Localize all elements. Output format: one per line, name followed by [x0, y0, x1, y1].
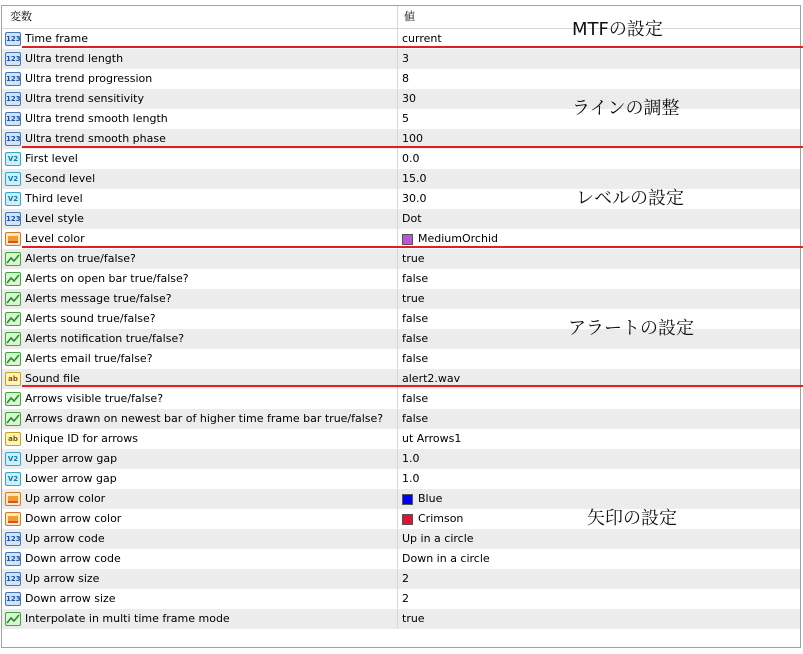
annotation-mtf: MTFの設定 [572, 19, 663, 40]
parameter-value: true [402, 252, 425, 265]
parameter-value: 2 [402, 592, 409, 605]
integer-icon: 123 [5, 212, 21, 226]
table-row[interactable] [2, 349, 800, 369]
parameter-name-cell [2, 429, 398, 449]
parameter-value: alert2.wav [402, 372, 461, 385]
parameter-value-cell[interactable] [398, 49, 800, 69]
parameter-value: false [402, 272, 429, 285]
double-icon: V2 [5, 452, 21, 466]
annotation-line: ラインの調整 [572, 98, 680, 119]
parameter-name: Time frame [25, 32, 89, 45]
table-row[interactable] [2, 549, 800, 569]
parameter-name-cell [2, 569, 398, 589]
integer-icon: 123 [5, 592, 21, 606]
parameter-name: Lower arrow gap [25, 472, 117, 485]
table-row[interactable] [2, 509, 800, 529]
parameter-value: 0.0 [402, 152, 420, 165]
grid-header [2, 6, 800, 29]
annotation-alert: アラートの設定 [568, 318, 694, 339]
section-divider-alert [22, 385, 803, 387]
integer-icon: 123 [5, 52, 21, 66]
parameter-value-cell[interactable] [398, 549, 800, 569]
parameter-value: 1.0 [402, 472, 420, 485]
parameter-value-cell[interactable] [398, 449, 800, 469]
parameter-value-cell[interactable] [398, 409, 800, 429]
parameter-name: Alerts notification true/false? [25, 332, 185, 345]
parameter-name: Alerts message true/false? [25, 292, 172, 305]
parameter-name-cell [2, 109, 398, 129]
table-row[interactable] [2, 289, 800, 309]
parameter-name-cell [2, 409, 398, 429]
parameter-value: 5 [402, 112, 409, 125]
parameter-name: Ultra trend smooth length [25, 112, 168, 125]
parameter-name: Down arrow color [25, 512, 122, 525]
parameter-value: Down in a circle [402, 552, 490, 565]
boolean-icon [5, 392, 21, 406]
boolean-icon [5, 292, 21, 306]
color-icon [5, 232, 21, 246]
section-divider-mtf [22, 46, 803, 48]
parameter-name: Unique ID for arrows [25, 432, 138, 445]
color-swatch [402, 494, 413, 505]
table-row[interactable] [2, 389, 800, 409]
column-header-variable[interactable]: 変数 [2, 6, 398, 28]
parameter-name-cell [2, 549, 398, 569]
parameter-value: current [402, 32, 442, 45]
table-row[interactable] [2, 569, 800, 589]
table-row[interactable] [2, 489, 800, 509]
boolean-icon [5, 332, 21, 346]
parameter-name: First level [25, 152, 78, 165]
parameter-value-cell[interactable] [398, 149, 800, 169]
table-row[interactable] [2, 449, 800, 469]
section-divider-level [22, 246, 803, 248]
parameter-value-cell[interactable] [398, 429, 800, 449]
parameter-value-cell[interactable] [398, 289, 800, 309]
double-icon: V2 [5, 152, 21, 166]
parameter-name-cell [2, 389, 398, 409]
parameter-name: Upper arrow gap [25, 452, 118, 465]
parameter-name-cell [2, 89, 398, 109]
parameter-name: Third level [25, 192, 83, 205]
parameter-value: ut Arrows1 [402, 432, 462, 445]
parameter-name: Arrows visible true/false? [25, 392, 164, 405]
parameter-name: Ultra trend sensitivity [25, 92, 145, 105]
parameter-name: Up arrow color [25, 492, 106, 505]
parameter-name: Ultra trend progression [25, 72, 153, 85]
integer-icon: 123 [5, 112, 21, 126]
parameter-value-cell[interactable] [398, 389, 800, 409]
parameter-name-cell [2, 169, 398, 189]
parameter-value-cell[interactable] [398, 69, 800, 89]
parameter-name-cell [2, 349, 398, 369]
table-row[interactable] [2, 269, 800, 289]
parameter-value: 3 [402, 52, 409, 65]
parameter-value-cell[interactable] [398, 469, 800, 489]
parameter-name: Down arrow size [25, 592, 116, 605]
table-row[interactable] [2, 249, 800, 269]
table-row[interactable] [2, 89, 800, 109]
boolean-icon [5, 252, 21, 266]
parameter-name: Arrows drawn on newest bar of higher time frame bar true/false? [25, 412, 384, 425]
boolean-icon [5, 272, 21, 286]
integer-icon: 123 [5, 572, 21, 586]
boolean-icon [5, 412, 21, 426]
parameter-name: Second level [25, 172, 96, 185]
integer-icon: 123 [5, 132, 21, 146]
parameter-value-cell[interactable] [398, 249, 800, 269]
parameter-name-cell [2, 49, 398, 69]
color-icon [5, 512, 21, 526]
parameter-name-cell [2, 589, 398, 609]
parameter-name: Alerts on open bar true/false? [25, 272, 189, 285]
parameter-value-cell[interactable] [398, 209, 800, 229]
integer-icon: 123 [5, 532, 21, 546]
parameter-name-cell [2, 149, 398, 169]
boolean-icon [5, 612, 21, 626]
integer-icon: 123 [5, 92, 21, 106]
table-row[interactable] [2, 69, 800, 89]
parameter-value: false [402, 412, 429, 425]
parameter-value-cell[interactable] [398, 269, 800, 289]
parameter-name-cell [2, 529, 398, 549]
parameter-name: Level color [25, 232, 85, 245]
parameter-name-cell [2, 249, 398, 269]
table-row[interactable] [2, 469, 800, 489]
parameter-value: 100 [402, 132, 423, 145]
integer-icon: 123 [5, 72, 21, 86]
table-row[interactable] [2, 529, 800, 549]
table-row[interactable] [2, 589, 800, 609]
parameter-name: Up arrow code [25, 532, 105, 545]
parameter-value-cell[interactable] [398, 529, 800, 549]
parameter-value: false [402, 332, 429, 345]
integer-icon: 123 [5, 552, 21, 566]
parameter-name-cell [2, 509, 398, 529]
section-divider-line [22, 146, 803, 148]
double-icon: V2 [5, 472, 21, 486]
table-row[interactable] [2, 429, 800, 449]
parameter-name: Ultra trend smooth phase [25, 132, 166, 145]
parameter-name-cell [2, 309, 398, 329]
parameter-name: Sound file [25, 372, 80, 385]
parameter-value: 30 [402, 92, 416, 105]
parameter-name-cell [2, 489, 398, 509]
parameter-name: Alerts email true/false? [25, 352, 153, 365]
color-swatch [402, 514, 413, 525]
parameter-name-cell [2, 469, 398, 489]
table-row[interactable] [2, 409, 800, 429]
parameter-name-cell [2, 269, 398, 289]
parameter-value-cell[interactable] [398, 609, 800, 629]
parameter-name-cell [2, 609, 398, 629]
parameter-value: 8 [402, 72, 409, 85]
parameter-name: Interpolate in multi time frame mode [25, 612, 230, 625]
table-row[interactable] [2, 49, 800, 69]
double-icon: V2 [5, 192, 21, 206]
annotation-level: レベルの設定 [576, 188, 684, 209]
parameter-value: true [402, 612, 425, 625]
parameter-name: Ultra trend length [25, 52, 124, 65]
table-row[interactable] [2, 209, 800, 229]
string-icon: ab [5, 432, 21, 446]
table-row[interactable] [2, 109, 800, 129]
parameter-name: Alerts sound true/false? [25, 312, 156, 325]
parameter-name-cell [2, 329, 398, 349]
parameter-value-cell[interactable] [398, 589, 800, 609]
parameter-name: Level style [25, 212, 84, 225]
parameter-value: false [402, 392, 429, 405]
parameter-value: Crimson [418, 512, 464, 525]
integer-icon: 123 [5, 32, 21, 46]
parameter-name: Down arrow code [25, 552, 121, 565]
boolean-icon [5, 312, 21, 326]
parameter-value: MediumOrchid [418, 232, 498, 245]
boolean-icon [5, 352, 21, 366]
parameter-name-cell [2, 69, 398, 89]
parameter-value-cell[interactable] [398, 349, 800, 369]
parameter-value: Blue [418, 492, 443, 505]
table-row[interactable] [2, 149, 800, 169]
parameter-name-cell [2, 449, 398, 469]
color-icon [5, 492, 21, 506]
color-swatch [402, 234, 413, 245]
parameter-name-cell [2, 189, 398, 209]
parameter-value: true [402, 292, 425, 305]
parameter-value: 15.0 [402, 172, 427, 185]
parameter-name: Alerts on true/false? [25, 252, 136, 265]
annotation-arrow: 矢印の設定 [587, 508, 677, 529]
table-row[interactable] [2, 609, 800, 629]
parameter-value: false [402, 352, 429, 365]
parameter-value: 1.0 [402, 452, 420, 465]
parameter-value: Dot [402, 212, 422, 225]
double-icon: V2 [5, 172, 21, 186]
parameter-name-cell [2, 289, 398, 309]
column-header-value[interactable]: 値 [404, 10, 415, 23]
parameter-value: 2 [402, 572, 409, 585]
parameter-name-cell [2, 209, 398, 229]
string-icon: ab [5, 372, 21, 386]
parameter-name: Up arrow size [25, 572, 100, 585]
parameter-value-cell[interactable] [398, 569, 800, 589]
parameter-value: false [402, 312, 429, 325]
parameter-value: Up in a circle [402, 532, 474, 545]
parameter-value: 30.0 [402, 192, 427, 205]
